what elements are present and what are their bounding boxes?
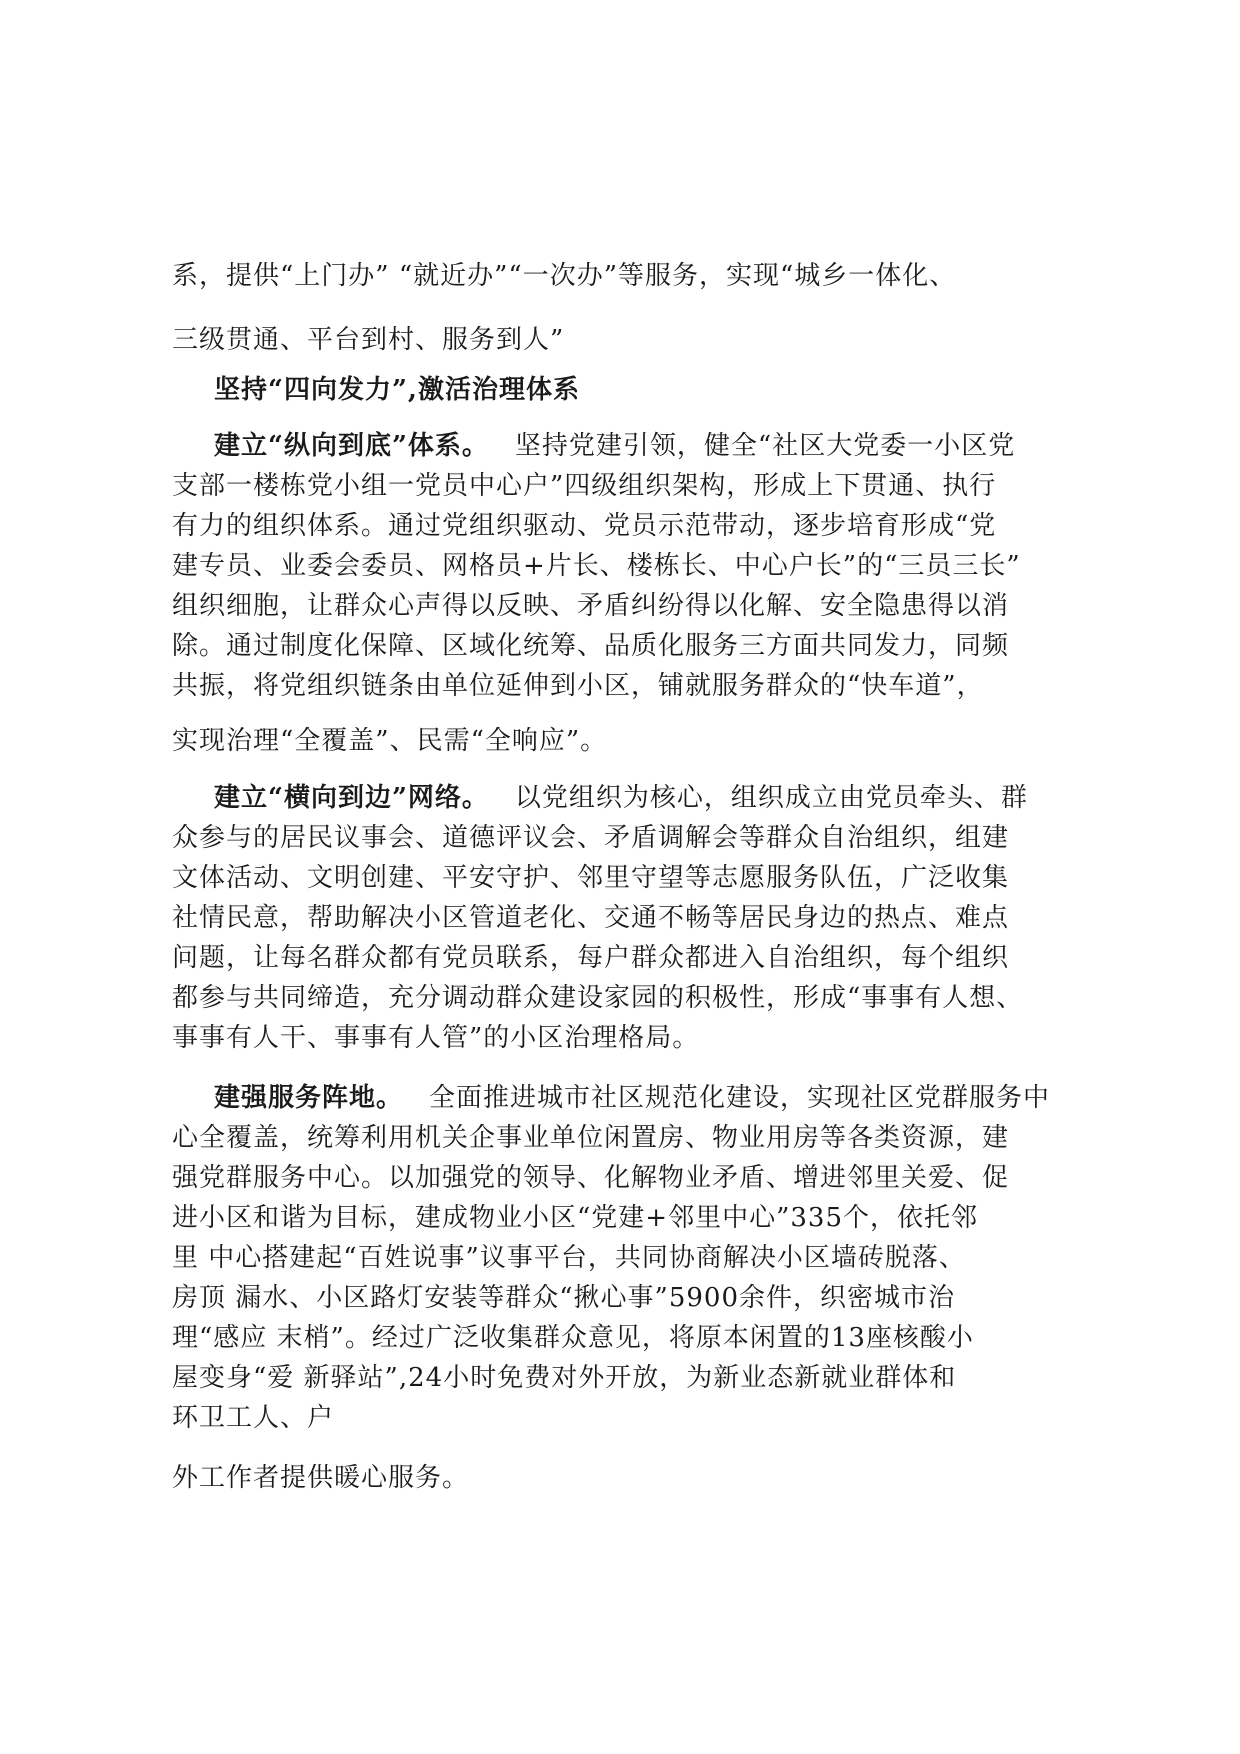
section-heading: 坚持“四向发力”,激活治理体系 — [214, 375, 580, 405]
paragraph-1-lead: 建立“纵向到底”体系。 — [214, 431, 489, 461]
paragraph-3-line: 心全覆盖，统筹利用机关企事业单位闲置房、物业用房等各类资源，建 — [172, 1123, 1010, 1153]
paragraph-1-line: 实现治理“全覆盖”、民需“全响应”。 — [172, 726, 608, 756]
paragraph-2-text: 以党组织为核心，组织成立由党员牵头、群 — [514, 783, 1028, 813]
paragraph-3-lead: 建强服务阵地。 — [214, 1083, 404, 1113]
paragraph-3-line: 理“感应 末梢”。经过广泛收集群众意见，将原本闲置的13座核酸小 — [172, 1323, 974, 1353]
paragraph-1-line: 除。通过制度化保障、区域化统筹、品质化服务三方面共同发力，同频 — [172, 631, 1010, 661]
paragraph-2-lead: 建立“横向到边”网络。 — [214, 783, 489, 813]
paragraph-3-line: 里 中心搭建起“百姓说事”议事平台，共同协商解决小区墙砖脱落、 — [172, 1243, 966, 1273]
paragraph-3-line: 外工作者提供暖心服务。 — [172, 1463, 470, 1493]
paragraph-1-text: 坚持党建引领，健全“社区大党委一小区党 — [514, 431, 1016, 461]
paragraph-3-line: 房顶 漏水、小区路灯安装等群众“揪心事”5900余件，织密城市治 — [172, 1283, 956, 1313]
paragraph-1-line: 共振，将党组织链条由单位延伸到小区，铺就服务群众的“快车道”， — [172, 671, 984, 701]
paragraph-2-line: 都参与共同缔造，充分调动群众建设家园的积极性，形成“事事有人想、 — [172, 983, 1024, 1013]
paragraph-1-line — [214, 428, 1144, 464]
paragraph-3-line — [214, 1080, 1144, 1116]
paragraph-3-text: 全面推进城市社区规范化建设，实现社区党群服务中 — [429, 1083, 1051, 1113]
paragraph-3-line: 进小区和谐为目标，建成物业小区“党建+邻里中心”335个，依托邻 — [172, 1203, 978, 1233]
paragraph-3-line: 屋变身“爱 新驿站”,24小时免费对外开放，为新业态新就业群体和 — [172, 1363, 957, 1393]
paragraph-2-line: 社情民意，帮助解决小区管道老化、交通不畅等居民身边的热点、难点 — [172, 903, 1010, 933]
continued-text-line: 系，提供“上门办” “就近办”“一次办”等服务，实现“城乡一体化、 — [172, 261, 957, 291]
paragraph-1-line: 支部一楼栋党小组一党员中心户”四级组织架构，形成上下贯通、执行 — [172, 471, 997, 501]
paragraph-1-line: 有力的组织体系。通过党组织驱动、党员示范带动，逐步培育形成“党 — [172, 511, 997, 541]
paragraph-3-line: 强党群服务中心。以加强党的领导、化解物业矛盾、增进邻里关爱、促 — [172, 1163, 1010, 1193]
paragraph-2-line: 文体活动、文明创建、平安守护、邻里守望等志愿服务队伍，广泛收集 — [172, 863, 1010, 893]
paragraph-2-line — [214, 780, 1144, 816]
paragraph-2-line: 众参与的居民议事会、道德评议会、矛盾调解会等群众自治组织，组建 — [172, 823, 1010, 853]
paragraph-1-line: 建专员、业委会委员、网格员+片长、楼栋长、中心户长”的“三员三长” — [172, 551, 1021, 581]
paragraph-3-line: 环卫工人、户 — [172, 1403, 335, 1433]
paragraph-1-line: 组织细胞，让群众心声得以反映、矛盾纠纷得以化解、安全隐患得以消 — [172, 591, 1010, 621]
paragraph-2-line: 事事有人干、事事有人管”的小区治理格局。 — [172, 1023, 700, 1053]
continued-text-line: 三级贯通、平台到村、服务到人” — [172, 325, 565, 355]
paragraph-2-line: 问题，让每名群众都有党员联系，每户群众都进入自治组织，每个组织 — [172, 943, 1010, 973]
